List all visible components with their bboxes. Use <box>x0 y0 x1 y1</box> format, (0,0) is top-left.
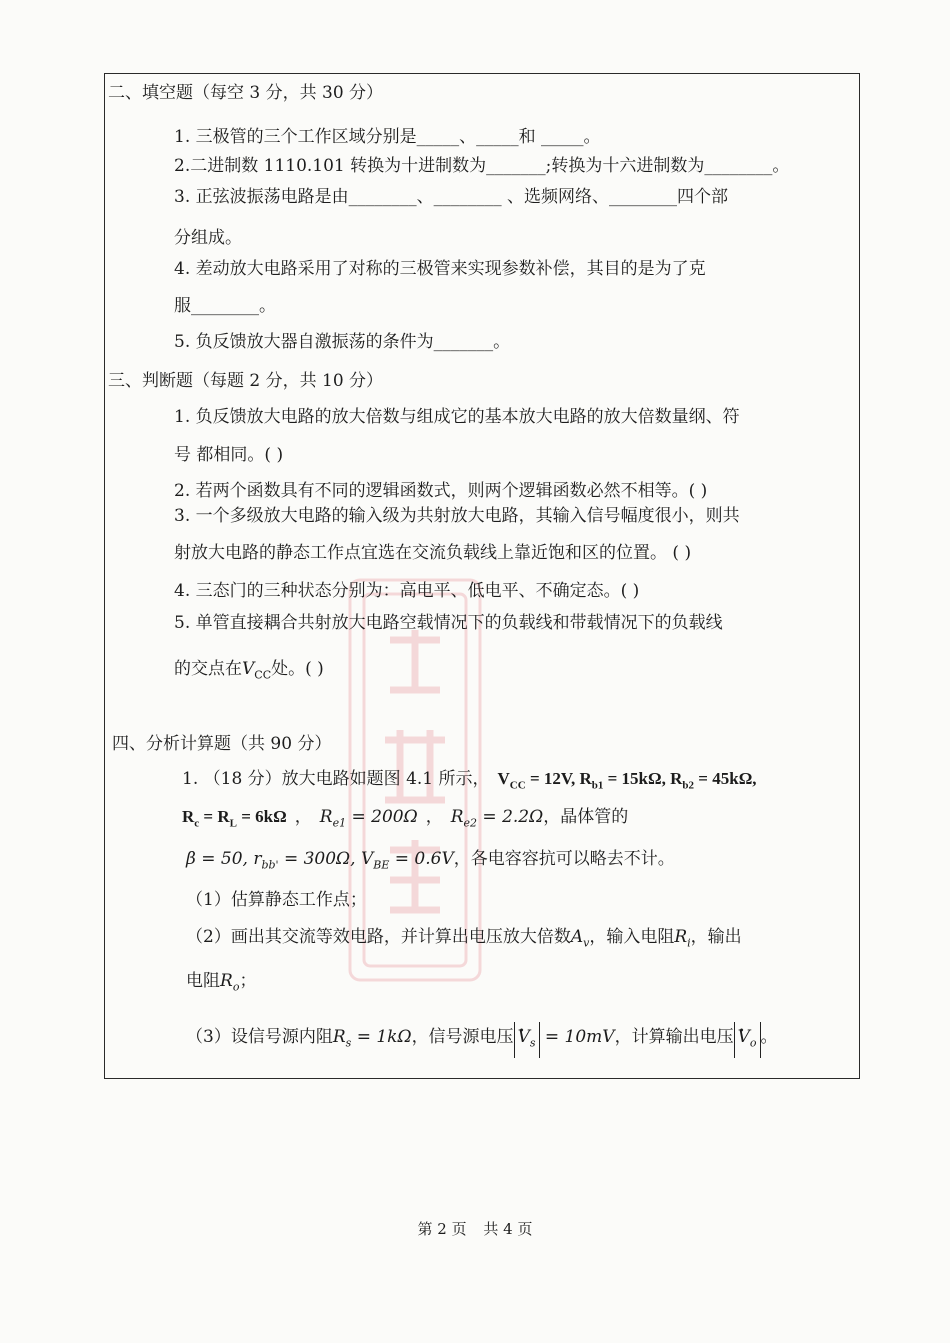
question-text: 2. 若两个函数具有不同的逻辑函数式，则两个逻辑函数必然不相等。( ) <box>174 481 708 501</box>
question-text: 分组成。 <box>174 228 242 248</box>
question-text: 的交点在$V_{CC}$处。( ) <box>174 659 324 682</box>
page-total: 共 4 页 <box>483 1220 533 1238</box>
question-text: 3. 一个多级放大电路的输入级为共射放大电路，其输入信号幅度很小，则共 <box>174 506 740 526</box>
question-text: 4. 差动放大电路采用了对称的三极管来实现参数补偿，其目的是为了克 <box>174 259 706 279</box>
question-text: 2.二进制数 1110.101 转换为十进制数为_______;转换为十六进制数为________。 <box>174 156 790 176</box>
question-text: 5. 负反馈放大器自激振荡的条件为_______。 <box>174 332 511 352</box>
section-heading-calc: 四、分析计算题（共 90 分） <box>112 734 332 754</box>
section-heading-true-false: 三、判断题（每题 2 分，共 10 分） <box>108 371 384 391</box>
question-text: 1. 三极管的三个工作区域分别是_____、_____和 _____。 <box>174 127 601 147</box>
page-footer <box>0 1218 950 1239</box>
question-text: 3. 正弦波振荡电路是由________、________ 、选频网络、________四个部 <box>174 187 729 207</box>
question-text: 5. 单管直接耦合共射放大电路空载情况下的负载线和带载情况下的负载线 <box>174 613 723 633</box>
sub-question: （2）画出其交流等效电路，并计算出电压放大倍数$A_v$，输入电阻$R_i$，输出 <box>186 927 742 950</box>
question-text: 服________。 <box>174 296 276 316</box>
sub-question: 电阻$R_o$； <box>186 971 257 994</box>
question-text: 射放大电路的静态工作点宜选在交流负载线上靠近饱和区的位置。 ( ) <box>174 543 692 563</box>
section-heading-fill-blank: 二、填空题（每空 3 分，共 30 分） <box>108 83 384 103</box>
question-text: 1. （18 分）放大电路如题图 4.1 所示， $V_{CC} = 12V$, $R_{b1} = 15k\Omega$, $R_{b2} = 45k\Omega$, <box>182 769 757 792</box>
sub-question: （3）设信号源内阻$R_s = 1k\Omega$，信号源电压• $V_s = 10mV$，计算输出电压• $V_o$ 。 <box>186 1022 778 1058</box>
page-number: 第 2 页 <box>417 1220 467 1238</box>
question-text: 1. 负反馈放大电路的放大倍数与组成它的基本放大电路的放大倍数量纲、符 <box>174 407 740 427</box>
question-text: $R_c = R_L = 6k\Omega$ ， $R_{e1} = 200\Omega$ ， $R_{e2} = 2.2\Omega$，晶体管的 <box>182 807 629 830</box>
question-text: 4. 三态门的三种状态分别为：高电平、低电平、不确定态。( ) <box>174 581 640 601</box>
question-text: 号 都相同。( ) <box>174 445 284 465</box>
sub-question: （1）估算静态工作点； <box>186 890 367 910</box>
question-text: β = 50, $r_{bb'} = 300\Omega$, $V_{BE} = 0.6V$，各电容容抗可以略去不计。 <box>186 849 675 872</box>
